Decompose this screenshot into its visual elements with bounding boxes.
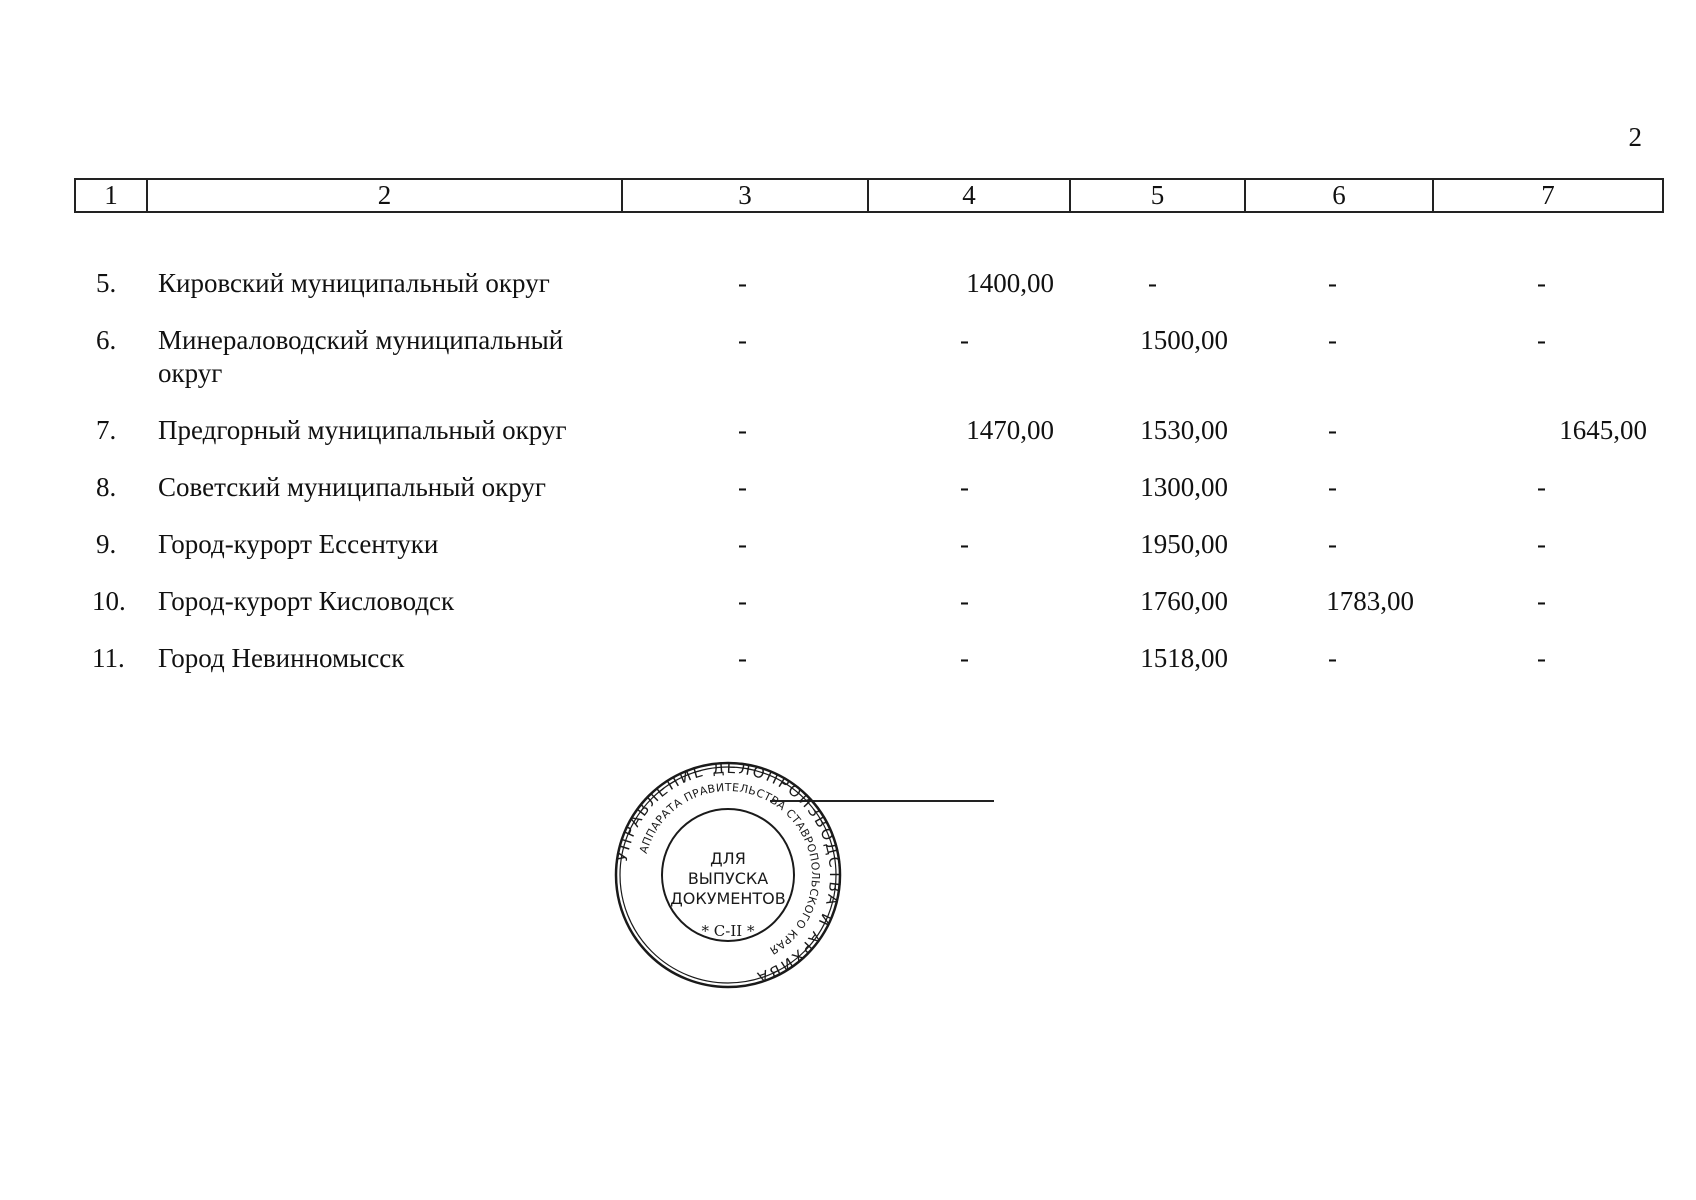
cell-col-5: 1500,00 [1140,325,1228,355]
row-name: Кировский муниципальный округ [158,268,550,298]
cell-col-4: - [960,529,969,559]
column-number-header [74,178,1664,213]
header-col-2: 2 [146,180,621,211]
cell-col-5: 1530,00 [1140,415,1228,445]
cell-col-7: - [1537,268,1546,298]
row-name: Минераловодский муниципальный округ [158,325,564,388]
stamp-code: * С-II * [701,922,755,940]
row-name: Город-курорт Кисловодск [158,586,455,616]
cell-col-4: - [960,643,969,673]
cell-col-6: - [1328,325,1337,355]
header-col-1: 1 [74,180,146,211]
cell-col-7: - [1537,643,1546,673]
cell-col-5: - [1148,268,1157,298]
row-name: Предгорный муниципальный округ [158,415,567,445]
header-col-6: 6 [1244,180,1432,211]
header-col-7: 7 [1432,180,1664,211]
cell-col-5: 1950,00 [1140,529,1228,559]
cell-col-7: - [1537,472,1546,502]
cell-col-6: - [1328,472,1337,502]
cell-col-4: 1400,00 [966,268,1054,298]
page-number: 2 [1628,122,1642,152]
cell-col-6: 1783,00 [1326,586,1414,616]
cell-col-6: - [1328,643,1337,673]
stamp-center-line-2: ВЫПУСКА [687,869,769,888]
cell-col-6: - [1328,529,1337,559]
stamp-center-line-3: ДОКУМЕНТОВ [670,889,786,908]
header-col-5: 5 [1069,180,1244,211]
cell-col-7: - [1537,529,1546,559]
cell-col-4: - [960,586,969,616]
row-name: Город Невинномысск [158,643,405,673]
header-col-3: 3 [621,180,867,211]
cell-col-5: 1300,00 [1140,472,1228,502]
cell-col-4: 1470,00 [966,415,1054,445]
header-col-4: 4 [867,180,1069,211]
cell-col-5: 1518,00 [1140,643,1228,673]
cell-col-6: - [1328,415,1337,445]
cell-col-7: 1645,00 [1559,415,1647,445]
row-name: Город-курорт Ессентуки [158,529,439,559]
cell-col-7: - [1537,325,1546,355]
stamp-center-line-1: ДЛЯ [710,849,746,868]
cell-col-4: - [960,472,969,502]
cell-col-7: - [1537,586,1546,616]
stamp-outer-text: УПРАВЛЕНИЕ ДЕЛОПРОИЗВОДСТВА И АРХИВА [612,760,845,987]
cell-col-6: - [1328,268,1337,298]
stamp-inner-ring-text: АППАРАТА ПРАВИТЕЛЬСТВА СТАВРОПОЛЬСКОГО КРАЯ [636,780,823,958]
official-round-stamp [610,760,846,990]
cell-col-5: 1760,00 [1140,586,1228,616]
row-name: Советский муниципальный округ [158,472,546,502]
cell-col-4: - [960,325,969,355]
